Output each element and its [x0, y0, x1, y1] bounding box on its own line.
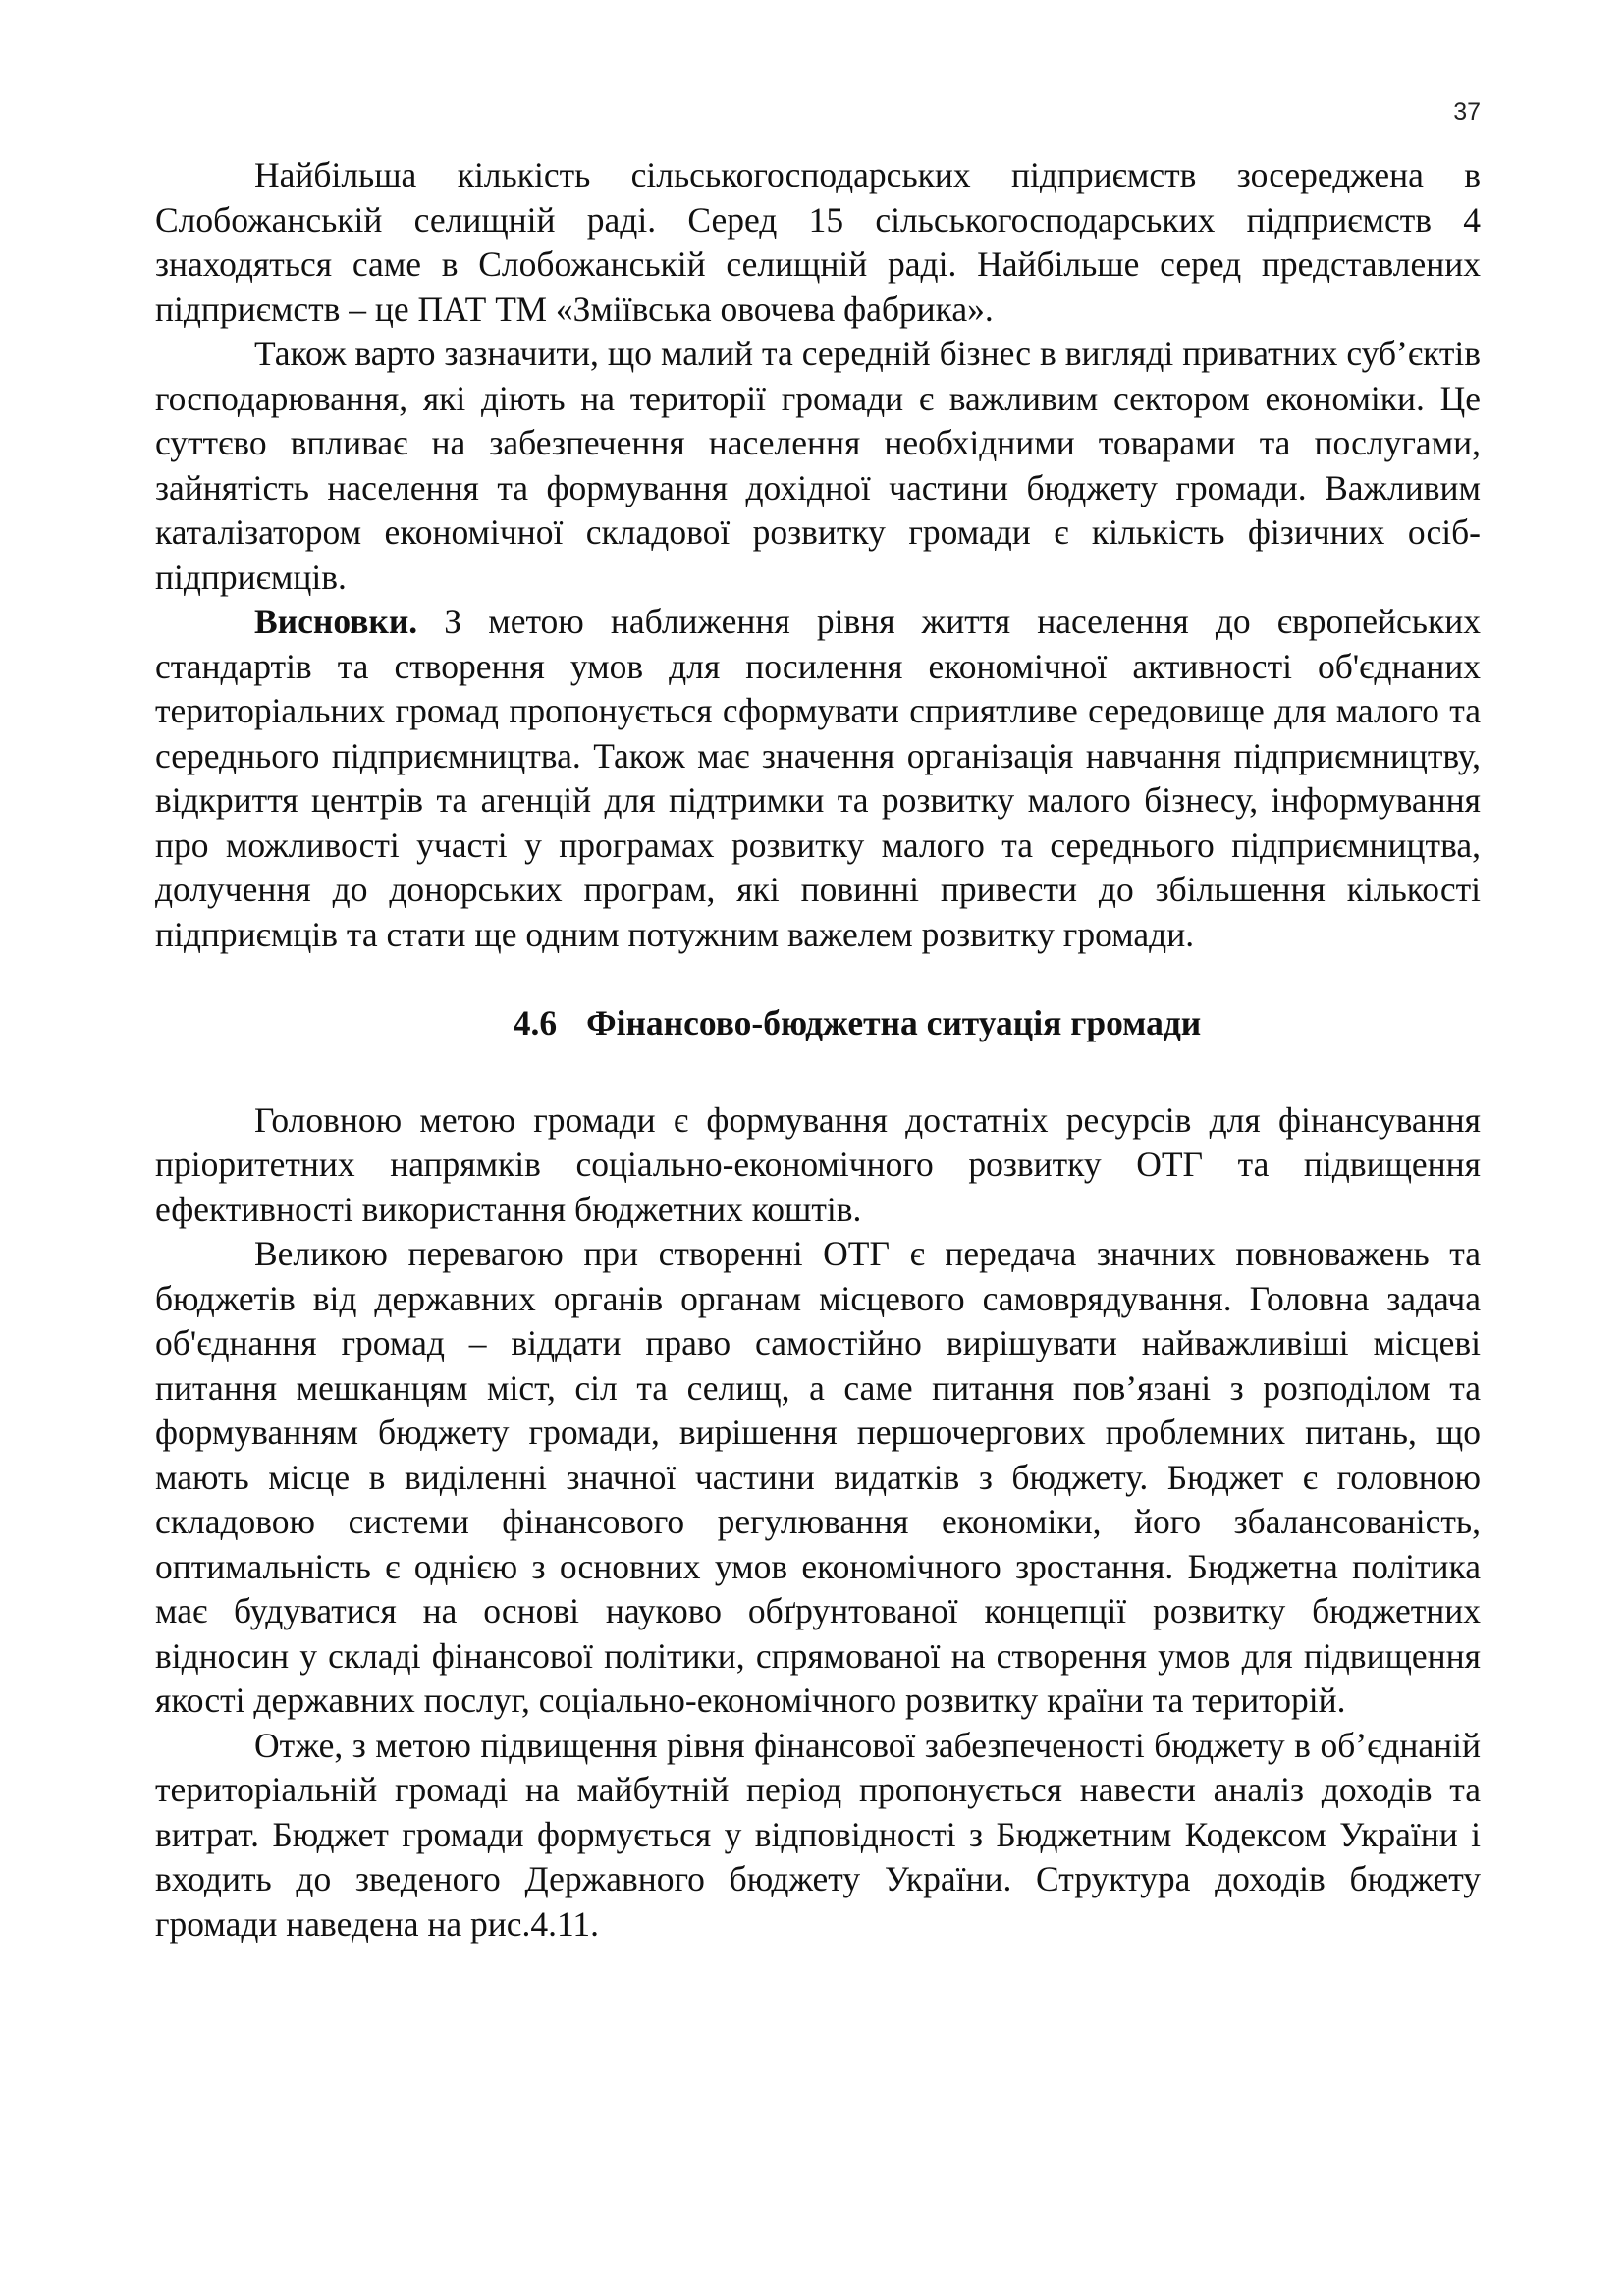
paragraph-community-goal: [155, 1098, 1481, 1233]
page-number: 37: [1453, 98, 1481, 126]
section-heading: [155, 1001, 1481, 1046]
paragraph-small-business: [155, 332, 1481, 600]
paragraph-income-analysis: [155, 1724, 1481, 1948]
conclusions-lead: Висновки.: [254, 602, 418, 641]
page-body: [155, 153, 1481, 1947]
section-number: 4.6: [513, 1003, 558, 1042]
section-title: Фінансово-бюджетна ситуація громади: [586, 1003, 1202, 1042]
paragraph-text: Також варто зазначити, що малий та середній бізнес в вигляді приватних суб’єктів господарювання, які діють на території громади є важливим сектором економіки. Це суттєво впливає на забезпечення населення необхідними товарами та послугами, зайнятість населення та формування дохідної частини бюджету громади. Важливим каталізатором економічної складової розвитку громади є кількість фізичних осіб-підприємців.: [155, 334, 1481, 597]
paragraph-text: Отже, з метою підвищення рівня фінансової забезпеченості бюджету в об’єднаній територіальній громаді на майбутній період пропонується навести аналіз доходів та витрат. Бюджет громади формується у відповідності з Бюджетним Кодексом України і входить до зведеного Державного бюджету України. Структура доходів бюджету громади наведена на рис.4.11.: [155, 1725, 1481, 1944]
paragraph-text: Найбільша кількість сільськогосподарських підприємств зосереджена в Слобожанській селищній раді. Серед 15 сільськогосподарських підприємств 4 знаходяться саме в Слобожанській селищній раді. Найбільше серед представлених підприємств – це ПАТ ТМ «Зміївська овочева фабрика».: [155, 155, 1481, 329]
paragraph-agricultural-enterprises: [155, 153, 1481, 332]
paragraph-conclusions: [155, 600, 1481, 957]
paragraph-budget-powers: [155, 1232, 1481, 1724]
paragraph-text: Головною метою громади є формування достатніх ресурсів для фінансування пріоритетних напрямків соціально-економічного розвитку ОТГ та підвищення ефективності використання бюджетних коштів.: [155, 1099, 1481, 1229]
paragraph-text: Великою перевагою при створенні ОТГ є передача значних повноважень та бюджетів від державних органів органам місцевого самоврядування. Головна задача об'єднання громад – віддати право самостійно вирішувати найважливіші місцеві питання мешканцям міст, сіл та селищ, а саме питання пов’язані з розподілом та формуванням бюджету громади, вирішення першочергових проблемних питань, що мають місце в виділенні значної частини видатків з бюджету. Бюджет є головною складовою системи фінансового регулювання економіки, його збалансованість, оптимальність є однією з основних умов економічного зростання. Бюджетна політика має будуватися на основі науково обґрунтованої концепції розвитку бюджетних відносин у складі фінансової політики, спрямованої на створення умов для підвищення якості державних послуг, соціально-економічного розвитку країни та територій.: [155, 1234, 1481, 1720]
paragraph-text: З метою наближення рівня життя населення до європейських стандартів та створення умов для посилення економічної активності об'єднаних територіальних громад пропонується сформувати сприятливе середовище для малого та середнього підприємництва. Також має значення організація навчання підприємництву, відкриття центрів та агенцій для підтримки та розвитку малого бізнесу, інформування про можливості участі у програмах розвитку малого та середнього підприємництва, долучення до донорських програм, які повинні привести до збільшення кількості підприємців та стати ще одним потужним важелем розвитку громади.: [155, 602, 1481, 954]
